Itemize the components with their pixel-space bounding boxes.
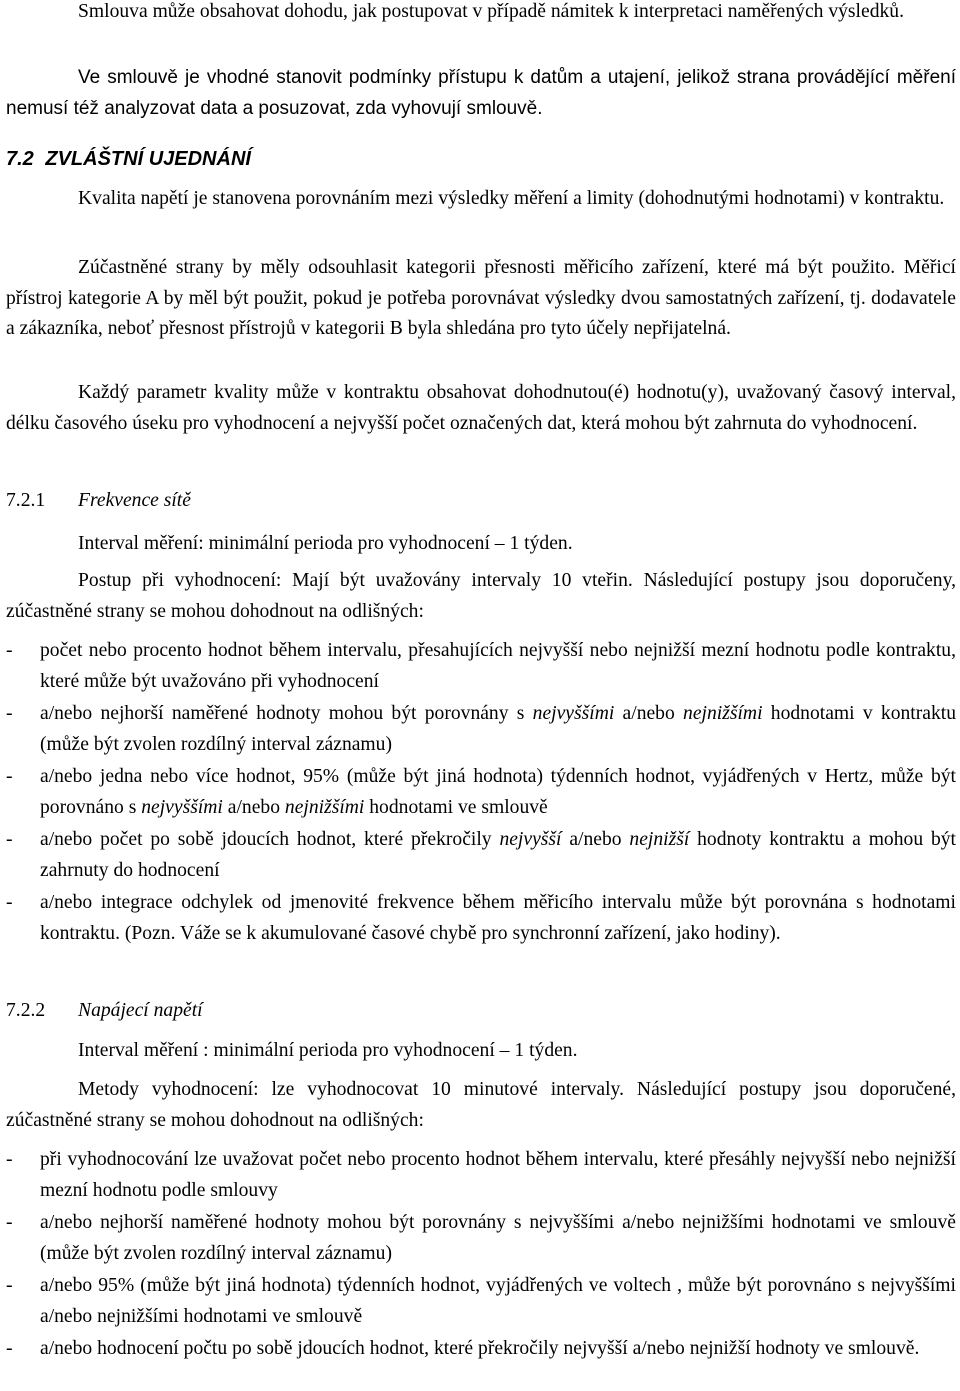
list-item-text: a/nebo 95% (může být jiná hodnota) týdenních hodnot, vyjádřených ve voltech , může být porovnáno s nejvyššími a/nebo nejnižšími hodnotami ve smlouvě bbox=[40, 1275, 956, 1327]
list-item bbox=[6, 825, 956, 886]
list-item-text: při vyhodnocování lze uvažovat počet nebo procento hodnot během intervalu, které přesáhly nejvyšší nebo nejnižší mezní hodnotu podle smlouvy bbox=[40, 1149, 956, 1201]
evaluation-procedure: Postup při vyhodnocení: Mají být uvažovány intervaly 10 vteřin. Následující postupy jsou doporučeny, zúčastněné strany se mohou dohodnout na odlišných: bbox=[6, 570, 956, 622]
list-item bbox=[6, 888, 956, 949]
section-heading bbox=[6, 144, 956, 175]
list-item-text: počet nebo procento hodnot během intervalu, přesahujících nejvyšší nebo nejnižší mezní hodnotu podle kontraktu, které může být uvažováno při vyhodnocení bbox=[40, 640, 956, 692]
measurement-interval: Interval měření: minimální perioda pro vyhodnocení – 1 týden. bbox=[78, 533, 573, 554]
subsection-heading-frequency bbox=[6, 486, 956, 517]
subsection-heading-voltage bbox=[6, 996, 956, 1027]
list-item-text: a/nebo nejhorší naměřené hodnoty mohou být porovnány s nejvyššími a/nebo nejnižšími hodnotami ve smlouvě (může být zvolen rozdílný interval záznamu) bbox=[40, 1212, 956, 1264]
section-number: 7.2 bbox=[6, 148, 34, 170]
list-item-text: a/nebo hodnocení počtu po sobě jdoucích hodnot, které překročily nejvyšší a/nebo nejnižší hodnoty ve smlouvě. bbox=[40, 1338, 920, 1359]
paragraph-accuracy-class: Zúčastněné strany by měly odsouhlasit kategorii přesnosti měřicího zařízení, které má být použito. Měřicí přístroj kategorie A by měl být použit, pokud je potřeba porovnávat výsledky dvou samostatných zařízení, tj. dodavatele a zákazníka, neboť přesnost přístrojů v kategorii B byla shledána pro tyto účely nepřijatelná. bbox=[6, 257, 956, 339]
paragraph-dispute: Smlouva může obsahovat dohodu, jak postupovat v případě námitek k interpretaci naměřených výsledků. bbox=[78, 1, 904, 22]
evaluation-methods: Metody vyhodnocení: lze vyhodnocovat 10 minutové intervaly. Následující postupy jsou doporučené, zúčastněné strany se mohou dohodnout na odlišných: bbox=[6, 1079, 956, 1131]
subsection-title: Frekvence sítě bbox=[78, 490, 191, 511]
list-item-text: a/nebo nejhorší naměřené hodnoty mohou být porovnány s nejvyššími a/nebo nejnižšími hodnotami v kontraktu (může být zvolen rozdílný interval záznamu) bbox=[40, 703, 956, 755]
list-item bbox=[6, 636, 956, 697]
bullet-dash: - bbox=[6, 829, 13, 850]
list-item-text: a/nebo jedna nebo více hodnot, 95% (může být jiná hodnota) týdenních hodnot, vyjádřených v Hertz, může být porovnáno s nejvyššími a/nebo nejnižšími hodnotami ve smlouvě bbox=[40, 766, 956, 818]
bullet-dash: - bbox=[6, 1338, 13, 1359]
list-item bbox=[6, 1334, 956, 1365]
bullet-dash: - bbox=[6, 1275, 13, 1296]
section-title: ZVLÁŠTNÍ UJEDNÁNÍ bbox=[45, 148, 251, 170]
subsection-number: 7.2.2 bbox=[6, 1000, 46, 1021]
paragraph-parameters: Každý parametr kvality může v kontraktu obsahovat dohodnutou(é) hodnotu(y), uvažovaný časový interval, délku časového úseku pro vyhodnocení a nejvyšší počet označených dat, která mohou být zahrnuta do vyhodnocení. bbox=[6, 382, 956, 434]
list-item bbox=[6, 1145, 956, 1206]
subsection-number: 7.2.1 bbox=[6, 490, 46, 511]
measurement-interval: Interval měření : minimální perioda pro vyhodnocení – 1 týden. bbox=[78, 1040, 578, 1061]
list-item bbox=[6, 1208, 956, 1269]
paragraph-data-access: Ve smlouvě je vhodné stanovit podmínky přístupu k datům a utajení, jelikož strana provádějící měření nemusí též analyzovat data a posuzovat, zda vyhovují smlouvě. bbox=[6, 67, 956, 119]
bullet-dash: - bbox=[6, 703, 13, 724]
voltage-bullet-list bbox=[6, 1145, 956, 1365]
list-item-text: a/nebo počet po sobě jdoucích hodnot, které překročily nejvyšší a/nebo nejnižší hodnoty kontraktu a mohou být zahrnuty do hodnocení bbox=[40, 829, 957, 881]
list-item-text: a/nebo integrace odchylek od jmenovité frekvence během měřicího intervalu může být porovnána s hodnotami kontraktu. (Pozn. Váže se k akumulované časové chybě pro synchronní zařízení, jako hodiny). bbox=[40, 892, 956, 944]
list-item bbox=[6, 762, 956, 823]
list-item bbox=[6, 1271, 956, 1332]
bullet-dash: - bbox=[6, 766, 13, 787]
list-item bbox=[6, 699, 956, 760]
paragraph-quality: Kvalita napětí je stanovena porovnáním mezi výsledky měření a limity (dohodnutými hodnotami) v kontraktu. bbox=[78, 188, 945, 209]
bullet-dash: - bbox=[6, 1212, 13, 1233]
bullet-dash: - bbox=[6, 640, 13, 661]
subsection-title: Napájecí napětí bbox=[78, 1000, 203, 1021]
frequency-bullet-list bbox=[6, 636, 956, 949]
bullet-dash: - bbox=[6, 892, 13, 913]
bullet-dash: - bbox=[6, 1149, 13, 1170]
